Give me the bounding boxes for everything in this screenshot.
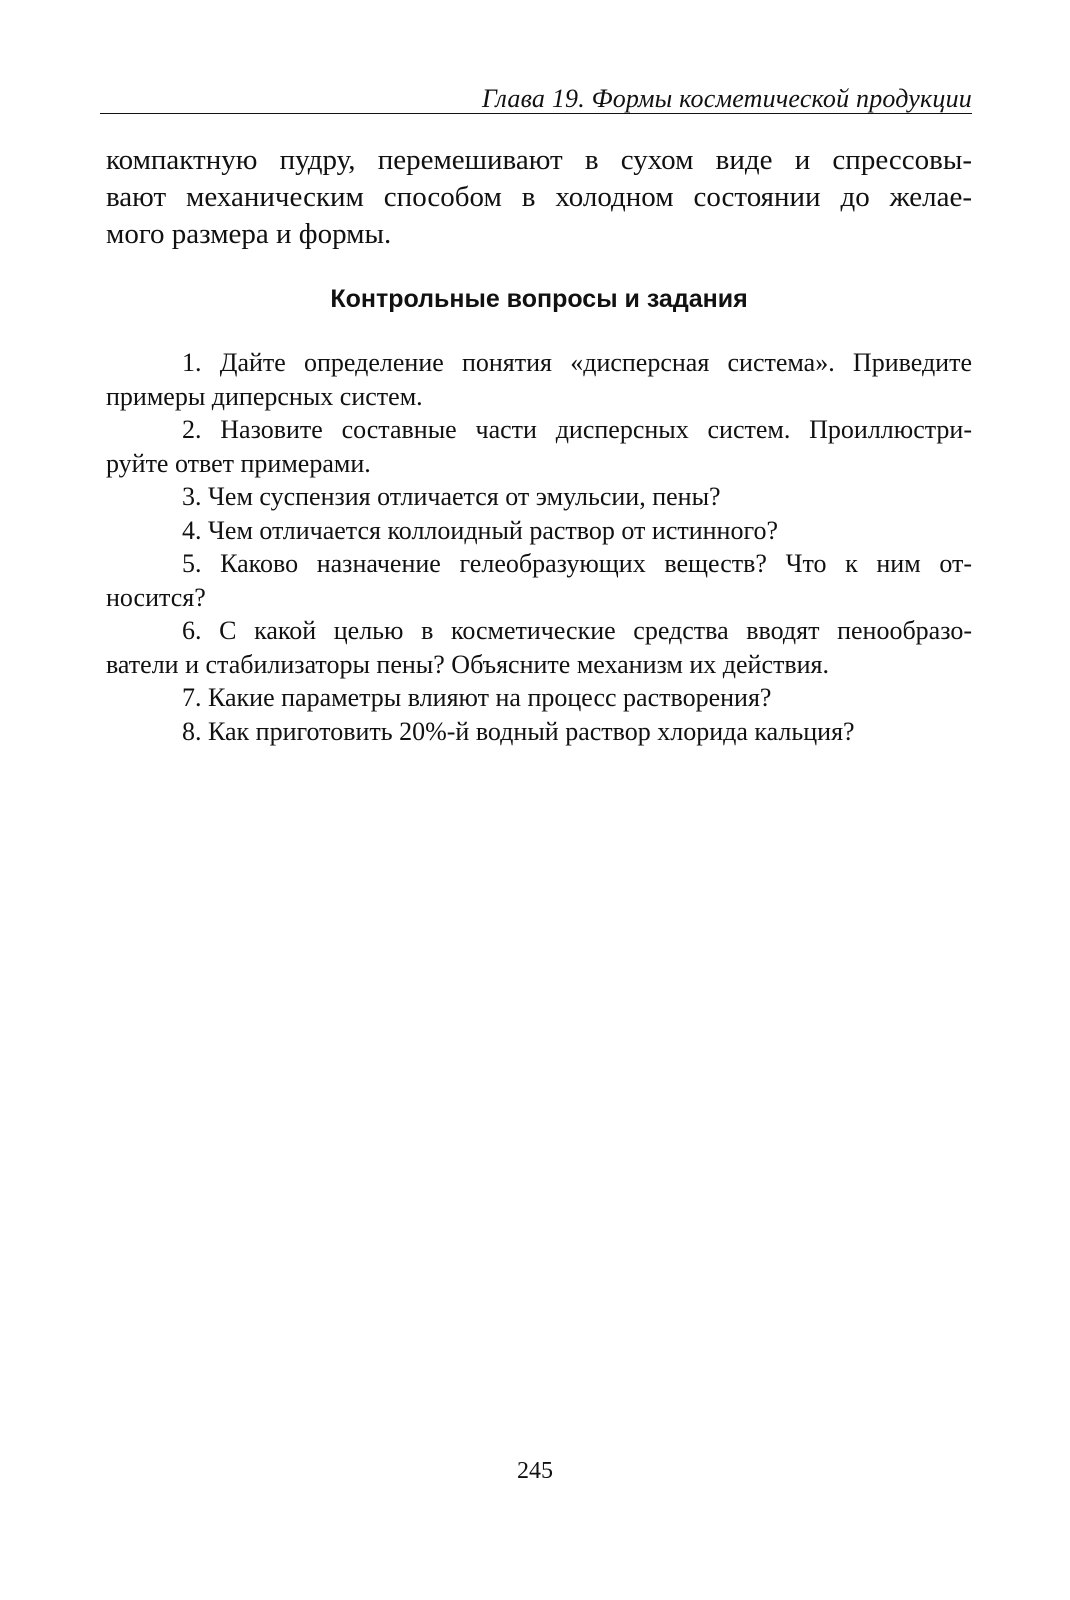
question-item (106, 480, 972, 514)
question-item (106, 514, 972, 548)
question-line: 7. Какие параметры влияют на процесс растворения? (182, 683, 772, 712)
question-item (106, 681, 972, 715)
question-line: 6. С какой целью в косметические средства вводят пенообразо- (182, 616, 972, 645)
running-header: Глава 19. Формы косметической продукции (481, 84, 972, 113)
section-title: Контрольные вопросы и задания (330, 285, 748, 313)
question-line: примеры диперсных систем. (106, 381, 423, 411)
question-line: носится? (106, 582, 206, 612)
question-line: руйте ответ примерами. (106, 448, 371, 478)
intro-line: вают механическим способом в холодном состоянии до желае- (106, 181, 972, 213)
question-item (106, 413, 972, 480)
question-line: 4. Чем отличается коллоидный раствор от истинного? (182, 515, 779, 545)
intro-line: компактную пудру, перемешивают в сухом виде и спрессовы- (106, 144, 972, 176)
questions-list (106, 346, 972, 748)
question-item (106, 346, 972, 413)
intro-paragraph (106, 142, 972, 253)
question-item (106, 547, 972, 614)
question-line: 1. Дайте определение понятия «дисперсная система». Приведите (182, 348, 972, 377)
page-number: 245 (517, 1458, 553, 1484)
question-line: 3. Чем суспензия отличается от эмульсии, пены? (182, 482, 721, 511)
question-line: 5. Каково назначение гелеобразующих веществ? Что к ним от- (182, 549, 972, 578)
intro-line: мого размера и формы. (106, 218, 392, 250)
question-line: ватели и стабилизаторы пены? Объясните механизм их действия. (106, 649, 830, 679)
question-line: 8. Как приготовить 20%-й водный раствор хлорида кальция? (182, 716, 855, 746)
question-item (106, 614, 972, 681)
header-rule (100, 113, 972, 114)
question-line: 2. Назовите составные части дисперсных систем. Проиллюстри- (182, 415, 972, 444)
question-item (106, 715, 972, 749)
